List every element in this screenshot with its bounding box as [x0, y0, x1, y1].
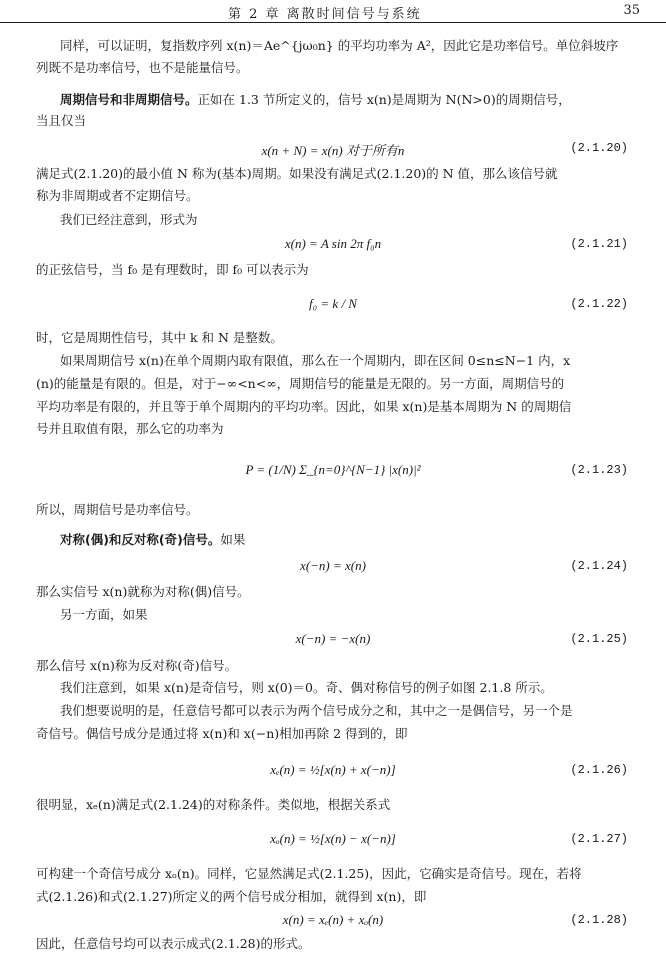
- paragraph-line: [60, 532, 640, 548]
- paragraph-line: 因此，任意信号均可以表示成式(2.1.28)的形式。: [36, 936, 311, 951]
- equation-2-1-21: x(n) = A sin 2π f₀n: [284, 236, 382, 251]
- paragraph-line: 那么实信号 x(n)就称为对称(偶)信号。: [36, 584, 250, 599]
- page-header: [0, 0, 666, 23]
- paragraph-line: 如果周期信号 x(n)在单个周期内取有限值，那么在一个周期内，即在区间 0≤n≤N−1 内，x: [60, 353, 571, 368]
- paragraph-line: (n)的能量是有限的。但是，对于−∞<n<∞，周期信号的能量是无限的。另一方面，周期信号的: [36, 376, 565, 391]
- paragraph-line: 列既不是功率信号，也不是能量信号。: [36, 60, 249, 75]
- paragraph-line: 我们想要说明的是，任意信号都可以表示为两个信号成分之和，其中之一是偶信号，另一个是: [60, 703, 573, 718]
- paragraph-line: 同样，可以证明，复指数序列 x(n)＝Ae^{jω₀n} 的平均功率为 A²，因此它是功率信号。单位斜坡序: [60, 38, 619, 53]
- paragraph-line: 式(2.1.26)和式(2.1.27)所定义的两个信号成分相加，就得到 x(n)，即: [36, 889, 427, 904]
- chapter-title: 第 2 章 离散时间信号与系统: [228, 7, 422, 22]
- equation-number: (2.1.20): [570, 141, 628, 155]
- equation-2-1-25: x(−n) = −x(n): [295, 631, 371, 646]
- paragraph-line: 的正弦信号，当 f₀ 是有理数时，即 f₀ 可以表示为: [36, 262, 309, 277]
- paragraph-line: 时，它是周期性信号，其中 k 和 N 是整数。: [36, 330, 283, 345]
- paragraph-line: 可构建一个奇信号成分 xₒ(n)。同样，它显然满足式(2.1.25)，因此，它确实是奇信号。现在，若将: [36, 866, 582, 881]
- equation-2-1-27: xₒ(n) = ½[x(n) − x(−n)]: [270, 831, 396, 846]
- page-number: 35: [623, 3, 640, 18]
- paragraph-line: 那么信号 x(n)称为反对称(奇)信号。: [36, 658, 238, 673]
- equation-number: (2.1.23): [570, 463, 628, 477]
- paragraph-line: 我们已经注意到，形式为: [60, 212, 198, 227]
- equation-number: (2.1.22): [570, 297, 628, 311]
- paragraph-line: 平均功率是有限的，并且等于单个周期内的平均功率。因此，如果 x(n)是基本周期为 N 的周期信: [36, 399, 572, 414]
- paragraph-line: 我们注意到，如果 x(n)是奇信号，则 x(0)＝0。奇、偶对称信号的例子如图 2.1.8 所示。: [60, 680, 553, 695]
- paragraph-line: [60, 92, 640, 108]
- paragraph-line: 所以，周期信号是功率信号。: [36, 502, 199, 517]
- paragraph-line: 满足式(2.1.20)的最小值 N 称为(基本)周期。如果没有满足式(2.1.20)的 N 值，那么该信号就: [36, 166, 558, 181]
- paragraph-line: 另一方面，如果: [60, 607, 148, 622]
- equation-2-1-22: f₀ = k / N: [309, 296, 357, 311]
- paragraph-line: 号并且取值有限，那么它的功率为: [36, 421, 224, 436]
- equation-2-1-23: P = (1/N) Σ_{n=0}^{N−1} |x(n)|²: [245, 462, 421, 477]
- paragraph-line: 称为非周期或者不定期信号。: [36, 188, 199, 203]
- section-heading-periodic: 周期信号和非周期信号。: [60, 92, 198, 107]
- equation-number: (2.1.24): [570, 559, 628, 573]
- equation-number: (2.1.27): [570, 832, 628, 846]
- equation-2-1-20: x(n + N) = x(n) 对于所有n: [261, 143, 405, 158]
- equation-2-1-28: x(n) = xₑ(n) + xₒ(n): [282, 912, 384, 927]
- paragraph-text: 正如在 1.3 节所定义的，信号 x(n)是周期为 N(N>0)的周期信号，: [197, 92, 571, 107]
- paragraph-text: 如果: [220, 532, 246, 547]
- paragraph-line: 奇信号。偶信号成分是通过将 x(n)和 x(−n)相加再除 2 得到的，即: [36, 726, 408, 741]
- equation-number: (2.1.21): [570, 237, 628, 251]
- section-heading-symmetric: 对称(偶)和反对称(奇)信号。: [60, 532, 221, 547]
- paragraph-line: 很明显，xₑ(n)满足式(2.1.24)的对称条件。类似地，根据关系式: [36, 797, 391, 812]
- equation-2-1-26: xₑ(n) = ½[x(n) + x(−n)]: [270, 762, 396, 777]
- equation-2-1-24: x(−n) = x(n): [300, 558, 366, 573]
- equation-number: (2.1.26): [570, 763, 628, 777]
- equation-number: (2.1.25): [570, 632, 628, 646]
- equation-number: (2.1.28): [570, 913, 628, 927]
- paragraph-line: 当且仅当: [36, 113, 87, 128]
